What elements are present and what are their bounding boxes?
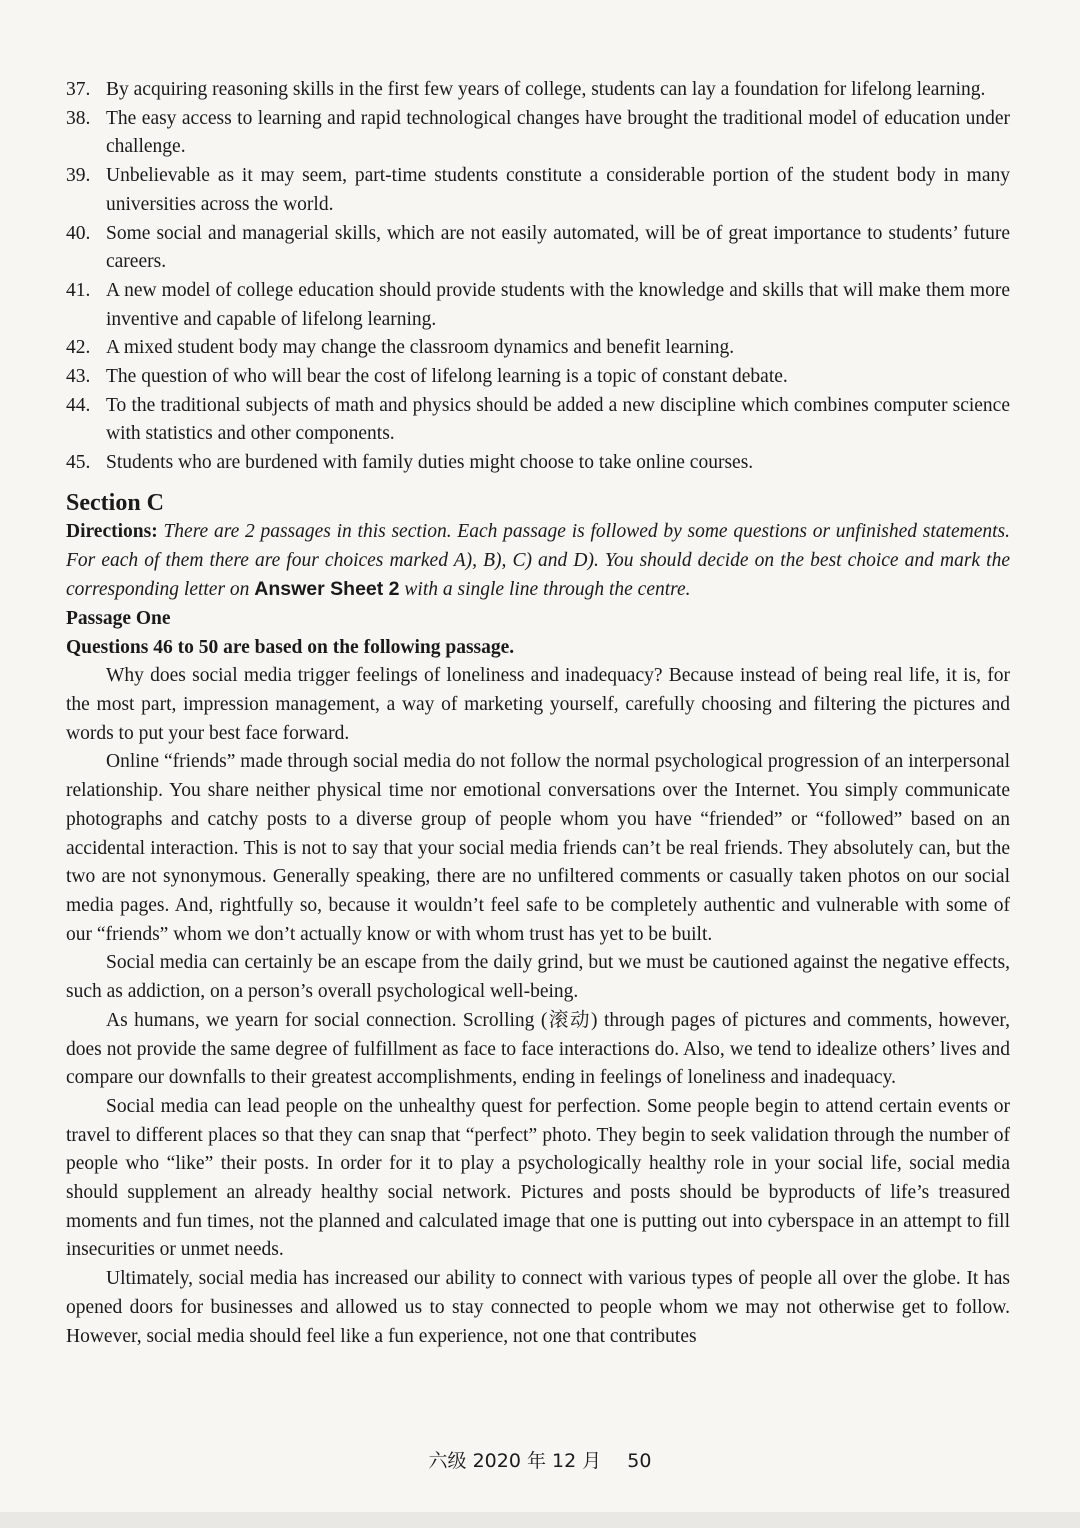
statement-item <box>66 105 1010 162</box>
directions-text: There are 2 passages in this section. Each passage is followed by some questions or unfinished statements. For each of them there are four choices marked A), B), C) and D). You should decide on the best choice and mark the corresponding letter on <box>66 520 1010 601</box>
paragraph: Social media can certainly be an escape from the daily grind, but we must be cautioned against the negative effects, such as addiction, on a person’s overall psychological well-being. <box>66 952 1010 1003</box>
paragraph: Why does social media trigger feelings of loneliness and inadequacy? Because instead of being real life, it is, for the most part, impression management, a way of marketing yourself, carefully choosing and filtering the pictures and words to put your best face forward. <box>66 665 1010 744</box>
statement-number: 45. <box>66 452 91 474</box>
statement-text: Unbelievable as it may seem, part-time students constitute a considerable portion of the student body in many universities across the world. <box>106 165 1010 215</box>
footer-label: 六级 2020 年 12 月 <box>428 1450 602 1472</box>
statement-text: The easy access to learning and rapid technological changes have brought the traditional model of education under challenge. <box>106 107 1010 158</box>
statement-item <box>66 392 1010 449</box>
statement-text: The question of who will bear the cost of lifelong learning is a topic of constant debate. <box>106 366 788 388</box>
exam-page <box>66 76 1010 1351</box>
statement-text: To the traditional subjects of math and physics should be added a new discipline which combines computer science with statistics and other components. <box>106 394 1010 445</box>
answer-sheet-label: Answer Sheet 2 <box>254 578 400 601</box>
directions-end: with a single line through the centre. <box>399 579 691 601</box>
statement-number: 38. <box>66 107 91 129</box>
statement-text: A mixed student body may change the classroom dynamics and benefit learning. <box>106 337 735 359</box>
paragraph: As humans, we yearn for social connection. Scrolling (滚动) through pages of pictures and comments, however, does not provide the same degree of fulfillment as face to face interactions do. Also, we tend to idealize others’ lives and compare our downfalls to their greatest accomplishments, ending in feelings of loneliness and inadequacy. <box>66 1009 1010 1089</box>
paragraph: Social media can lead people on the unhealthy quest for perfection. Some people begin to attend certain events or travel to different places so that they can snap that “perfect” photo. They begin to seek validation through the number of people who “like” their posts. In order for it to play a psychologically healthy role in your social life, social media should supplement an already healthy social network. Pictures and posts should be byproducts of life’s treasured moments and fun times, not the planned and calculated image that one is putting out into cyberspace in an attempt to fill insecurities or unmet needs. <box>66 1095 1010 1261</box>
directions-label: Directions: <box>66 520 158 542</box>
statement-item <box>66 363 1010 392</box>
statement-list <box>66 76 1010 478</box>
statement-text: Some social and managerial skills, which are not easily automated, will be of great importance to students’ future careers. <box>106 222 1010 273</box>
statement-item <box>66 334 1010 363</box>
statement-number: 37. <box>66 79 91 100</box>
passage-body <box>66 662 1010 1351</box>
statement-number: 43. <box>66 366 91 388</box>
bottom-edge <box>0 1512 1080 1528</box>
statement-number: 44. <box>66 394 91 416</box>
page-number: 50 <box>627 1450 652 1472</box>
statement-text: By acquiring reasoning skills in the first few years of college, students can lay a foundation for lifelong learning. <box>106 79 986 100</box>
statement-text: Students who are burdened with family duties might choose to take online courses. <box>106 452 754 474</box>
statement-number: 39. <box>66 165 91 187</box>
statement-number: 40. <box>66 222 91 244</box>
statement-item <box>66 449 1010 478</box>
statement-number: 42. <box>66 337 91 359</box>
statement-item <box>66 162 1010 219</box>
statement-number: 41. <box>66 279 91 301</box>
section-title: Section C <box>66 489 164 516</box>
passage-intro: Questions 46 to 50 are based on the following passage. <box>66 636 515 658</box>
page-footer <box>0 1446 1080 1473</box>
statement-item <box>66 277 1010 334</box>
statement-item <box>66 220 1010 277</box>
passage-title: Passage One <box>66 607 171 629</box>
statement-text: A new model of college education should provide students with the knowledge and skills that will make them more inventive and capable of lifelong learning. <box>106 279 1010 330</box>
paragraph: Ultimately, social media has increased our ability to connect with various types of people all over the globe. It has opened doors for businesses and allowed us to stay connected to people whom we may not otherwise get to follow. However, social media should feel like a fun experience, not one that contributes <box>66 1268 1010 1347</box>
statement-item <box>66 76 1010 105</box>
paragraph: Online “friends” made through social media do not follow the normal psychological progression of an interpersonal relationship. You share neither physical time nor emotional conversations over the Internet. You simply communicate photographs and catchy posts to a diverse group of people whom you have “friended” or “followed” based on an accidental interaction. This is not to say that your social media friends can’t be real friends. They absolutely can, but the two are not synonymous. Generally speaking, there are no unfiltered comments or casually taken photos on our social media pages. And, rightfully so, because it wouldn’t feel safe to be completely authentic and vulnerable with some of our “friends” whom we don’t actually know or with whom trust has yet to be built. <box>66 751 1010 945</box>
directions <box>66 518 1010 605</box>
